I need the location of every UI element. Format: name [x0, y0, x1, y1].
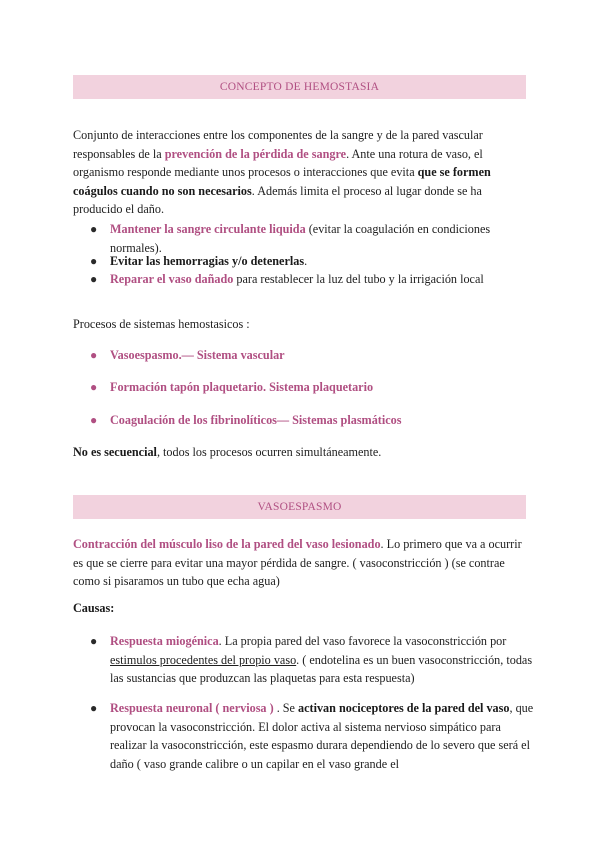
- underlined-text: estimulos procedentes del propio vaso: [110, 652, 297, 667]
- cause-item: [90, 699, 535, 773]
- highlight-text: Respuesta neuronal ( nerviosa ): [110, 701, 274, 715]
- highlight-text: prevención de la pérdida de sangre: [164, 146, 347, 161]
- text: . Ante una rotura de vaso, el organismo responde mediante unos procesos o interacciones que evita: [73, 146, 483, 179]
- text: . La propia pared del vaso favorece la vasoconstricción por: [218, 634, 507, 648]
- highlight-text: Reparar el vaso dañado: [110, 272, 234, 286]
- bullet-icon: ●: [90, 254, 98, 268]
- section-title: CONCEPTO DE HEMOSTASIA: [219, 81, 380, 93]
- bullet-icon: ●: [90, 222, 98, 236]
- text: para restablecer la luz del tubo y la irrigación local: [233, 272, 484, 286]
- process-label: Vasoespasmo.— Sistema vascular: [110, 348, 285, 362]
- process-item: [90, 378, 535, 397]
- sequential-note: [73, 443, 533, 462]
- section-header-hemostasia: [73, 75, 526, 99]
- vasoespasmo-paragraph: [73, 535, 533, 591]
- text: , todos los procesos ocurren simultáneamente.: [156, 445, 382, 459]
- text: .: [304, 254, 308, 268]
- causes-label: [73, 599, 533, 618]
- bullet-icon: ●: [90, 634, 98, 648]
- bold-text: activan nociceptores de la pared del vaso: [298, 701, 510, 715]
- bullet-icon: ●: [90, 348, 98, 362]
- intro-paragraph: [73, 126, 533, 219]
- section-title: VASOESPASMO: [257, 501, 342, 513]
- bullet-icon: ●: [90, 272, 98, 286]
- process-item: [90, 346, 535, 365]
- bold-text: Causas:: [73, 601, 115, 615]
- process-item: [90, 411, 535, 430]
- text: Conjunto de interacciones entre los componentes de la sangre y de la pared vascular responsables de la: [73, 128, 483, 161]
- text: . Lo primero que va a ocurrir es que se cierre para evitar una mayor pérdida de sangre. ( vasoconstricción ) (se contrae como si pisaramos un tubo que echa agua): [73, 537, 522, 588]
- list-item: [90, 270, 535, 289]
- bold-text: Evitar las hemorragias y/o detenerlas: [110, 254, 305, 268]
- bullet-icon: ●: [90, 380, 98, 394]
- text: . Se: [273, 701, 299, 715]
- process-label: Coagulación de los fibrinolíticos— Sistemas plasmáticos: [110, 413, 402, 427]
- bold-text: que se formen coágulos cuando no son necesarios: [73, 165, 491, 198]
- process-label: Formación tapón plaquetario. Sistema plaquetario: [110, 380, 374, 394]
- text: , que provocan la vasoconstricción. El dolor activa al sistema nervioso simpático para realizar la vasoconstricción, este espasmo durara dependiendo de lo severo que será el daño ( vaso grande calibre o un capilar en el vaso grande el: [110, 701, 534, 771]
- highlight-text: Respuesta miogénica: [110, 634, 219, 648]
- list-item: [90, 252, 535, 271]
- bullet-icon: ●: [90, 701, 98, 715]
- cause-item: [90, 632, 535, 688]
- text: (evitar la coagulación en condiciones normales).: [110, 222, 491, 255]
- processes-intro: Procesos de sistemas hemostasicos :: [73, 317, 250, 331]
- bullet-icon: ●: [90, 413, 98, 427]
- highlight-text: Mantener la sangre circulante liquida: [110, 222, 306, 236]
- text: . ( endotelina es un buen vasoconstricción, todas las sustancias que produzcan las plaquetas para esta respuesta): [110, 652, 533, 685]
- highlight-text: Contracción del músculo liso de la pared del vaso lesionado: [73, 537, 381, 551]
- section-header-vasoespasmo: [73, 495, 526, 519]
- bold-text: No es secuencial: [73, 445, 157, 459]
- text: . Además limita el proceso al lugar donde se ha producido el daño.: [73, 183, 482, 216]
